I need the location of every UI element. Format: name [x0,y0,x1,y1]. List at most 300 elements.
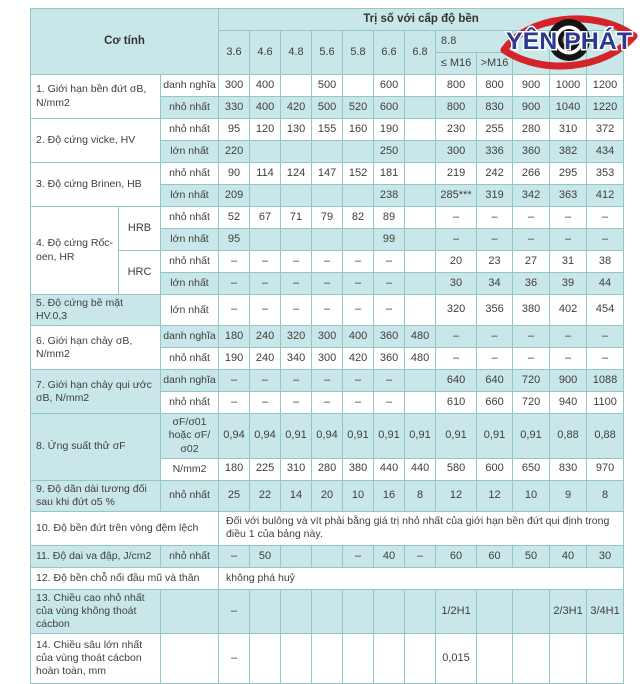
cell [477,589,513,633]
cell: 36 [513,273,550,295]
row-label: 11. Độ dai va đập, J/cm2 [31,545,161,567]
cell: – [219,589,250,633]
cell: – [219,392,250,414]
cell: – [312,295,343,326]
cell [405,75,436,97]
cell: 225 [250,458,281,480]
cell: 480 [405,348,436,370]
cell [281,589,312,633]
cell: – [374,251,405,273]
cell [477,634,513,684]
cell [405,207,436,229]
cell: 800 [436,97,477,119]
cell [250,141,281,163]
cell [343,141,374,163]
cell: – [550,207,587,229]
row-label: 8. Ứng suất thử σF [31,414,161,480]
cell: 10 [343,480,374,511]
cell: – [477,326,513,348]
table-row [31,414,624,458]
cell [343,229,374,251]
row-sublabel: danh nghĩa [161,75,219,97]
row-sublabel: danh nghĩa [161,326,219,348]
cell: 600 [374,97,405,119]
cell: – [550,326,587,348]
table-row [31,511,624,545]
cell: 360 [374,326,405,348]
cell: 900 [550,370,587,392]
cell: 82 [343,207,374,229]
cell [405,295,436,326]
cell: 580 [436,458,477,480]
row-sublabel: nhỏ nhất [161,97,219,119]
cell: 250 [374,141,405,163]
cell: 30 [587,545,624,567]
row-label: 12. Độ bền chỗ nối đầu mũ và thân [31,567,219,589]
row-span-text: không phá huỷ [219,567,624,589]
table-row [31,480,624,511]
cell: 0,91 [436,414,477,458]
cell: 181 [374,163,405,185]
cell: 0,91 [477,414,513,458]
row-sublabel: nhỏ nhất [161,251,219,273]
cell: 285*** [436,185,477,207]
cell: 240 [250,348,281,370]
cell: 280 [312,458,343,480]
header-co-tinh: Cơ tính [31,9,219,75]
cell: 500 [312,75,343,97]
cell: 400 [250,75,281,97]
row-label: 5. Độ cứng bề mặt HV.0,3 [31,295,161,326]
cell: 180 [219,458,250,480]
cell: 155 [312,119,343,141]
cell: 660 [477,392,513,414]
cell: 25 [219,480,250,511]
cell: 20 [312,480,343,511]
row-sublabel: nhỏ nhất [161,480,219,511]
cell: – [374,295,405,326]
cell: 0,94 [250,414,281,458]
table-row [31,589,624,633]
cell: 319 [477,185,513,207]
row-sublabel: N/mm2 [161,458,219,480]
cell: 2/3H1 [550,589,587,633]
cell: 900 [513,75,550,97]
cell: 124 [281,163,312,185]
cell [343,185,374,207]
cell: 130 [281,119,312,141]
cell: 1000 [550,75,587,97]
cell: 9 [550,480,587,511]
cell: 440 [374,458,405,480]
cell: 190 [374,119,405,141]
cell: 44 [587,273,624,295]
cell [405,163,436,185]
cell: 40 [550,545,587,567]
subheader-gt-m16: >M16 [477,53,513,75]
grade-header-4.6: 4.6 [250,31,281,75]
cell: – [219,634,250,684]
cell: – [281,251,312,273]
cell: – [587,348,624,370]
cell [550,634,587,684]
row-span-text: Đối với bulông và vít phải bằng giá trị nhỏ nhất của giới hạn bền đứt qui định trong điều 1 của bảng này. [219,511,624,545]
cell [405,634,436,684]
row-label: 4. Độ cứng Rốc-oen, HR [31,207,119,295]
cell: 800 [477,75,513,97]
cell [250,589,281,633]
cell: 90 [219,163,250,185]
row-sublabel: danh nghĩa [161,370,219,392]
cell: 31 [550,251,587,273]
cell [374,634,405,684]
cell: – [219,370,250,392]
cell: 238 [374,185,405,207]
row-sublabel: nhỏ nhất [161,392,219,414]
cell: 60 [436,545,477,567]
cell: 600 [477,458,513,480]
cell: 34 [477,273,513,295]
cell: – [250,370,281,392]
cell: 60 [477,545,513,567]
cell: – [587,326,624,348]
cell: 402 [550,295,587,326]
cell [405,119,436,141]
grade-header-3.6: 3.6 [219,31,250,75]
cell: 22 [250,480,281,511]
cell [312,141,343,163]
cell [250,634,281,684]
cell: – [550,229,587,251]
cell [405,589,436,633]
cell: 600 [374,75,405,97]
subheader-le-m16: ≤ M16 [436,53,477,75]
cell: 114 [250,163,281,185]
cell [343,589,374,633]
row-label: 10. Độ bền đứt trên vòng đệm lệch [31,511,219,545]
cell: 0,91 [281,414,312,458]
yen-phat-logo [498,9,640,75]
grade-header-6.8: 6.8 [405,31,436,75]
grade-header-4.8: 4.8 [281,31,312,75]
cell: 99 [374,229,405,251]
grade-header-5.8: 5.8 [343,31,374,75]
cell: 434 [587,141,624,163]
cell: 380 [513,295,550,326]
cell: 1/2H1 [436,589,477,633]
cell: 310 [550,119,587,141]
cell [312,545,343,567]
cell: – [312,251,343,273]
row-label: 14. Chiều sâu lớn nhất của vùng thoát cácbon hoàn toàn, mm [31,634,161,684]
cell: – [374,370,405,392]
cell: 89 [374,207,405,229]
cell: – [250,295,281,326]
row-sublabel: lớn nhất [161,185,219,207]
cell [405,141,436,163]
cell: 340 [281,348,312,370]
table-row [31,163,624,185]
cell: 50 [513,545,550,567]
cell: 20 [436,251,477,273]
grade-header-8.8: 8.8 [436,31,513,53]
cell: 230 [436,119,477,141]
cell: – [312,370,343,392]
cell: 640 [477,370,513,392]
cell: 0,94 [219,414,250,458]
cell: 1100 [587,392,624,414]
cell [250,229,281,251]
cell: 380 [343,458,374,480]
cell: 400 [250,97,281,119]
cell: – [219,251,250,273]
cell: 30 [436,273,477,295]
cell: – [281,295,312,326]
row-sublabel [161,589,219,633]
cell: 0,015 [436,634,477,684]
cell: 23 [477,251,513,273]
cell: 320 [436,295,477,326]
row-mid-label: HRB [119,207,161,251]
cell: – [343,392,374,414]
cell: 320 [281,326,312,348]
cell: – [477,207,513,229]
row-sublabel: nhỏ nhất [161,163,219,185]
cell: 360 [513,141,550,163]
cell: – [513,229,550,251]
cell: 372 [587,119,624,141]
cell: 1200 [587,75,624,97]
cell: 10 [513,480,550,511]
cell: – [343,295,374,326]
cell: 190 [219,348,250,370]
cell: 440 [405,458,436,480]
cell: 120 [250,119,281,141]
cell: – [477,348,513,370]
spec-table-container [30,8,624,684]
cell [312,229,343,251]
row-sublabel: lớn nhất [161,141,219,163]
cell: 720 [513,370,550,392]
cell [281,229,312,251]
spec-table [30,8,624,684]
cell: 8 [587,480,624,511]
cell: – [219,295,250,326]
cell: – [343,273,374,295]
cell [281,185,312,207]
table-row [31,251,624,273]
cell [405,229,436,251]
cell: 180 [219,326,250,348]
cell: 16 [374,480,405,511]
cell: 240 [250,326,281,348]
cell: – [281,273,312,295]
cell: 500 [312,97,343,119]
table-row [31,295,624,326]
cell: 266 [513,163,550,185]
cell: – [436,207,477,229]
cell [374,589,405,633]
cell: 300 [436,141,477,163]
row-label: 7. Giới hạn chảy qui ước σB, N/mm2 [31,370,161,414]
cell: – [343,370,374,392]
cell [250,185,281,207]
cell [281,141,312,163]
row-sublabel: lớn nhất [161,229,219,251]
logo-text: YÊN PHÁT [506,28,628,55]
cell: 95 [219,229,250,251]
cell: 400 [343,326,374,348]
cell: 160 [343,119,374,141]
cell: 0,91 [343,414,374,458]
cell [343,634,374,684]
row-label: 13. Chiều cao nhỏ nhất của vùng không thoát cácbon [31,589,161,633]
cell: 300 [312,326,343,348]
cell: 71 [281,207,312,229]
cell: 8 [405,480,436,511]
cell: 300 [219,75,250,97]
row-sublabel: nhỏ nhất [161,207,219,229]
cell: – [436,326,477,348]
cell: 300 [312,348,343,370]
cell: – [250,273,281,295]
cell: 50 [250,545,281,567]
cell: 242 [477,163,513,185]
cell [513,589,550,633]
cell: – [513,207,550,229]
cell: 420 [281,97,312,119]
cell: – [587,229,624,251]
table-row [31,119,624,141]
cell: 336 [477,141,513,163]
row-label: 3. Độ cứng Brinen, HB [31,163,161,207]
cell: 720 [513,392,550,414]
cell: 420 [343,348,374,370]
table-row [31,634,624,684]
row-label: 6. Giới hạn chảy σB, N/mm2 [31,326,161,370]
cell: – [374,273,405,295]
cell: 12 [436,480,477,511]
cell: 38 [587,251,624,273]
table-row [31,567,624,589]
cell: – [312,273,343,295]
grade-header-5.6: 5.6 [312,31,343,75]
cell: 900 [513,97,550,119]
cell: – [550,348,587,370]
cell: 342 [513,185,550,207]
cell: 0,88 [587,414,624,458]
row-sublabel [161,634,219,684]
cell: 330 [219,97,250,119]
cell: – [436,348,477,370]
cell: – [219,545,250,567]
cell: 1040 [550,97,587,119]
cell: 454 [587,295,624,326]
cell: 152 [343,163,374,185]
cell: 356 [477,295,513,326]
cell [312,589,343,633]
cell: 650 [513,458,550,480]
cell: 0,94 [312,414,343,458]
cell [281,75,312,97]
cell: – [374,392,405,414]
cell: 14 [281,480,312,511]
row-sublabel: σF/σ01 hoặc σF/ σ02 [161,414,219,458]
cell: 610 [436,392,477,414]
cell: – [312,392,343,414]
cell: 219 [436,163,477,185]
cell: – [343,545,374,567]
cell: 12 [477,480,513,511]
cell: 209 [219,185,250,207]
cell: 280 [513,119,550,141]
cell: – [219,273,250,295]
cell: 95 [219,119,250,141]
cell: 480 [405,326,436,348]
cell [513,634,550,684]
cell [405,392,436,414]
cell: – [250,392,281,414]
cell: – [513,348,550,370]
cell: 255 [477,119,513,141]
cell: 295 [550,163,587,185]
cell: 147 [312,163,343,185]
cell [312,185,343,207]
cell: 640 [436,370,477,392]
cell: 800 [436,75,477,97]
cell: 1088 [587,370,624,392]
cell: 0,91 [374,414,405,458]
cell: 67 [250,207,281,229]
cell: – [436,229,477,251]
cell: 27 [513,251,550,273]
cell: 39 [550,273,587,295]
cell [405,370,436,392]
row-mid-label: HRC [119,251,161,295]
row-label: 2. Độ cứng vicke, HV [31,119,161,163]
table-row [31,207,624,229]
cell: 3/4H1 [587,589,624,633]
cell [405,97,436,119]
cell: 940 [550,392,587,414]
row-label: 1. Giới hạn bền đứt σB, N/mm2 [31,75,161,119]
cell: 0,91 [513,414,550,458]
cell: – [250,251,281,273]
table-row [31,545,624,567]
cell: 1220 [587,97,624,119]
cell: 830 [550,458,587,480]
cell: 310 [281,458,312,480]
table-row [31,370,624,392]
cell [312,634,343,684]
cell: – [281,370,312,392]
cell: 0,91 [405,414,436,458]
cell: 220 [219,141,250,163]
cell: 970 [587,458,624,480]
cell: – [477,229,513,251]
row-sublabel: lớn nhất [161,273,219,295]
cell [281,545,312,567]
header-tri-so: Trị số với cấp độ bền [219,9,624,31]
cell [281,634,312,684]
cell [405,273,436,295]
cell: – [343,251,374,273]
cell [405,185,436,207]
cell: 830 [477,97,513,119]
row-label: 9. Độ dãn dài tương đối sau khi đứt o5 % [31,480,161,511]
grade-header-6.6: 6.6 [374,31,405,75]
cell: 412 [587,185,624,207]
